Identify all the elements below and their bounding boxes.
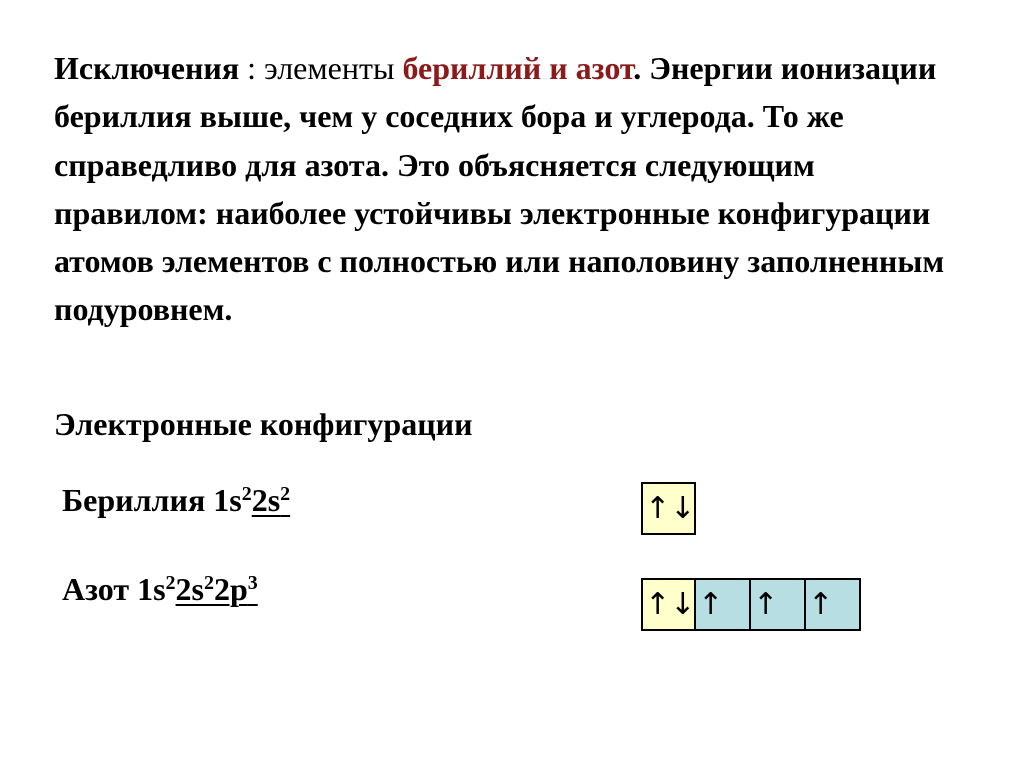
nitrogen-label: Азот bbox=[62, 571, 138, 607]
n-2p: 2p bbox=[213, 571, 248, 607]
explanation-text: . Энергии ионизации бериллия выше, чем у соседних бора и углерода. То же справедливо для азота. Это объясняется следующим правилом: наиболее устойчивы электронные конфигурации атомов элементов с полностью или наполовину заполненным подуровнем. bbox=[54, 50, 945, 328]
n-2p-orbital-cell-2: ↑ bbox=[751, 578, 806, 631]
n-2p-superscript: 3 bbox=[247, 572, 258, 594]
n-2p-orbital-cell-3: ↑ bbox=[806, 578, 861, 631]
be-1s: 1s bbox=[213, 482, 242, 518]
be-2s-orbital-cell: ↑↓ bbox=[641, 482, 696, 535]
colon: : bbox=[239, 50, 265, 86]
explanation-paragraph bbox=[54, 44, 974, 334]
beryllium-orbital-diagram bbox=[641, 482, 696, 535]
n-2s-orbital-cell: ↑↓ bbox=[641, 578, 696, 631]
section-title: Электронные конфигурации bbox=[54, 406, 473, 442]
nitrogen-orbital-diagram bbox=[641, 578, 861, 631]
n-1s: 1s bbox=[137, 571, 166, 607]
beryllium-label: Бериллия bbox=[62, 482, 214, 518]
beryllium-configuration bbox=[62, 480, 290, 520]
n-valence bbox=[176, 571, 258, 607]
be-1s-superscript: 2 bbox=[241, 483, 252, 505]
n-2s-superscript: 2 bbox=[203, 572, 214, 594]
n-2p-orbital-cell-1: ↑ bbox=[696, 578, 751, 631]
elements-word: элементы bbox=[264, 50, 403, 86]
n-2s: 2s bbox=[175, 571, 204, 607]
highlighted-elements: бериллий и азот bbox=[402, 50, 634, 86]
be-valence bbox=[252, 482, 290, 518]
n-1s-superscript: 2 bbox=[165, 572, 176, 594]
nitrogen-configuration bbox=[62, 569, 258, 609]
heading-exceptions: Исключения bbox=[54, 50, 240, 86]
be-2s-superscript: 2 bbox=[280, 483, 291, 505]
be-2s: 2s bbox=[251, 482, 281, 518]
